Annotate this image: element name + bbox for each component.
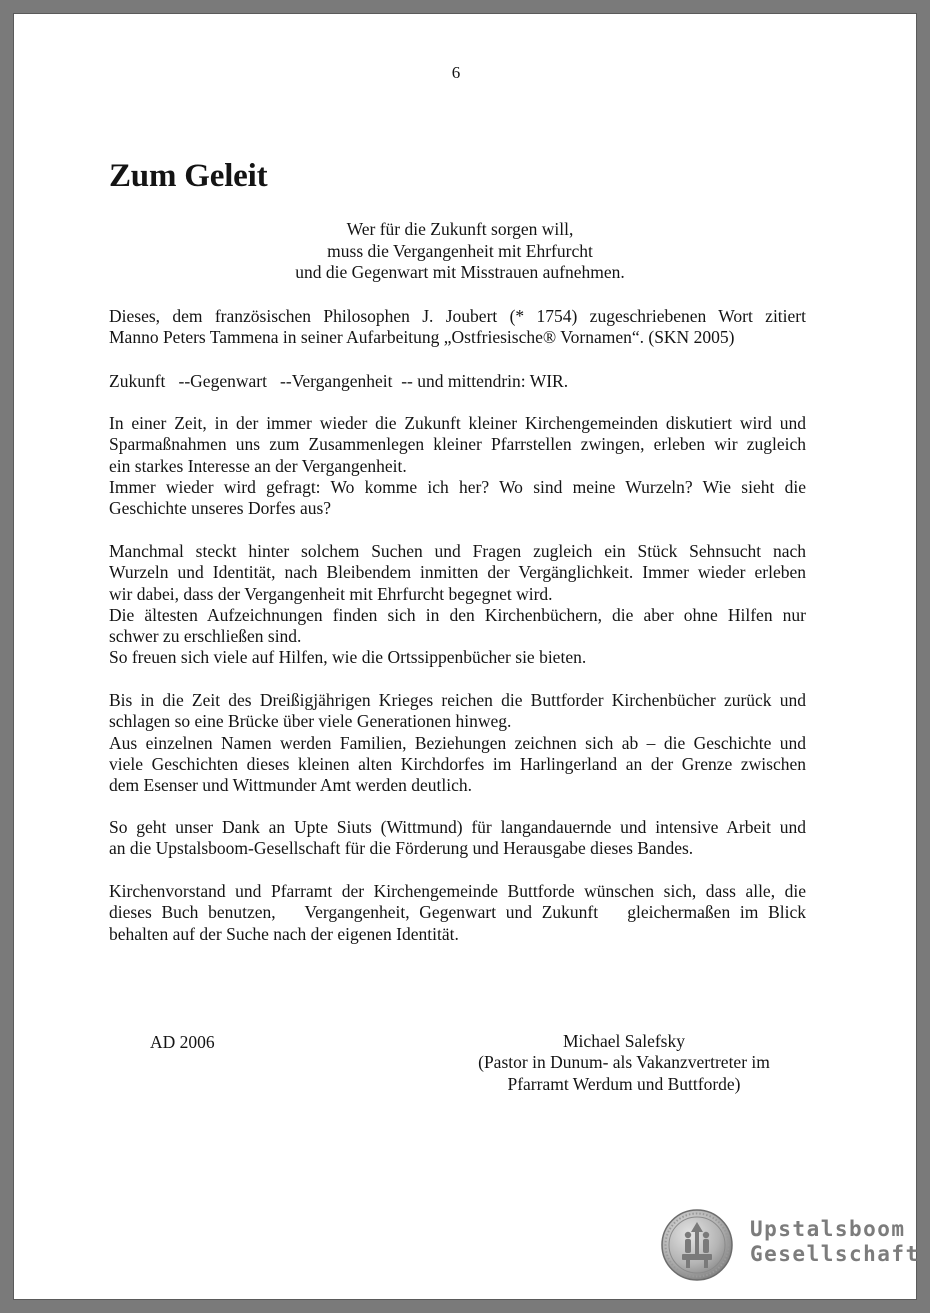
text-line: Zukunft --Gegenwart --Vergangenheit -- und mittendrin: WIR. <box>109 371 569 391</box>
text-line: Kirchenvorstand und Pfarramt der Kirchengemeinde Buttforde wünschen sich, dass alle, die <box>109 881 806 901</box>
paragraph-joubert <box>109 306 806 349</box>
text-line: viele Geschichten dieses kleinen alten Kirchdorfes im Harlingerland an der Grenze zwischen <box>109 753 806 774</box>
text-line: an die Upstalsboom-Gesellschaft für die Förderung und Herausgabe dieses Bandes. <box>109 838 694 859</box>
text-line: wir dabei, dass der Vergangenheit mit Ehrfurcht begegnet wird. <box>109 583 553 604</box>
motto-line: Wer für die Zukunft sorgen will, <box>346 219 574 239</box>
text-line: Dieses, dem französischen Philosophen J. Joubert (* 1754) zugeschriebenen Wort zitiert <box>109 306 806 326</box>
signature-name: Michael Salefsky <box>563 1031 685 1051</box>
text-line: So freuen sich viele auf Hilfen, wie die Ortssippenbücher sie bieten. <box>109 647 587 668</box>
text-line: schlagen so eine Brücke über viele Generationen hinweg. <box>109 711 512 732</box>
paragraph-thanks <box>109 817 806 860</box>
brand-line: Gesellschaft <box>750 1242 920 1266</box>
text-line: Die ältesten Aufzeichnungen finden sich in den Kirchenbüchern, die aber ohne Hilfen nur <box>109 604 806 625</box>
text-line: Aus einzelnen Namen werden Familien, Beziehungen zeichnen sich ab – die Geschichte und <box>109 732 806 753</box>
text-line: dieses Buch benutzen, Vergangenheit, Gegenwart und Zukunft gleichermaßen im Blick <box>109 902 806 923</box>
signature-role: (Pastor in Dunum- als Vakanzvertreter im <box>478 1052 770 1073</box>
paragraph-church-books <box>109 690 806 796</box>
paragraph-motto-words <box>109 371 806 392</box>
paragraph-present-time <box>109 413 806 519</box>
publisher-logo <box>660 1208 920 1286</box>
motto-line: muss die Vergangenheit mit Ehrfurcht <box>327 240 593 261</box>
text-line: Sparmaßnahmen uns zum Zusammenlegen kleiner Pfarrstellen zwingen, erleben wir zugleich <box>109 434 806 455</box>
text-line: Wurzeln und Identität, nach Bleibendem inmitten der Vergänglichkeit. Immer wieder erleben <box>109 562 806 583</box>
page-title: Zum Geleit <box>109 158 268 194</box>
motto-quote <box>109 219 811 284</box>
text-line: Manchmal steckt hinter solchem Suchen und Fragen zugleich ein Stück Sehnsucht nach <box>109 541 806 561</box>
text-line: Bis in die Zeit des Dreißigjährigen Krieges reichen die Buttforder Kirchenbücher zurück und <box>109 690 806 710</box>
signature-role: Pfarramt Werdum und Buttforde) <box>507 1073 741 1094</box>
text-line: In einer Zeit, in der immer wieder die Zukunft kleiner Kirchengemeinden diskutiert wird und <box>109 413 806 433</box>
page-number: 6 <box>451 63 461 82</box>
brand-name <box>750 1217 920 1267</box>
motto-line: und die Gegenwart mit Misstrauen aufnehmen. <box>295 262 625 282</box>
text-line: Geschichte unseres Dorfes aus? <box>109 498 332 519</box>
document-page <box>14 14 920 1299</box>
text-line: schwer zu erschließen sind. <box>109 626 302 647</box>
seal-icon <box>660 1208 734 1282</box>
paragraph-longing <box>109 541 806 669</box>
brand-line: Upstalsboom <box>750 1217 906 1241</box>
text-line: ein starkes Interesse an der Vergangenheit. <box>109 455 407 476</box>
text-line: Immer wieder wird gefragt: Wo komme ich her? Wo sind meine Wurzeln? Wie sieht die <box>109 476 806 497</box>
text-line: So geht unser Dank an Upte Siuts (Wittmund) für langandauernde und intensive Arbeit und <box>109 817 806 837</box>
text-line: behalten auf der Suche nach der eigenen Identität. <box>109 923 459 944</box>
text-line: Manno Peters Tammena in seiner Aufarbeitung „Ostfriesische® Vornamen“. (SKN 2005) <box>109 327 735 348</box>
paragraph-wishes <box>109 881 806 945</box>
text-line: dem Esenser und Wittmunder Amt werden deutlich. <box>109 775 472 796</box>
signature-block <box>444 1031 804 1095</box>
date-line: AD 2006 <box>150 1032 215 1052</box>
